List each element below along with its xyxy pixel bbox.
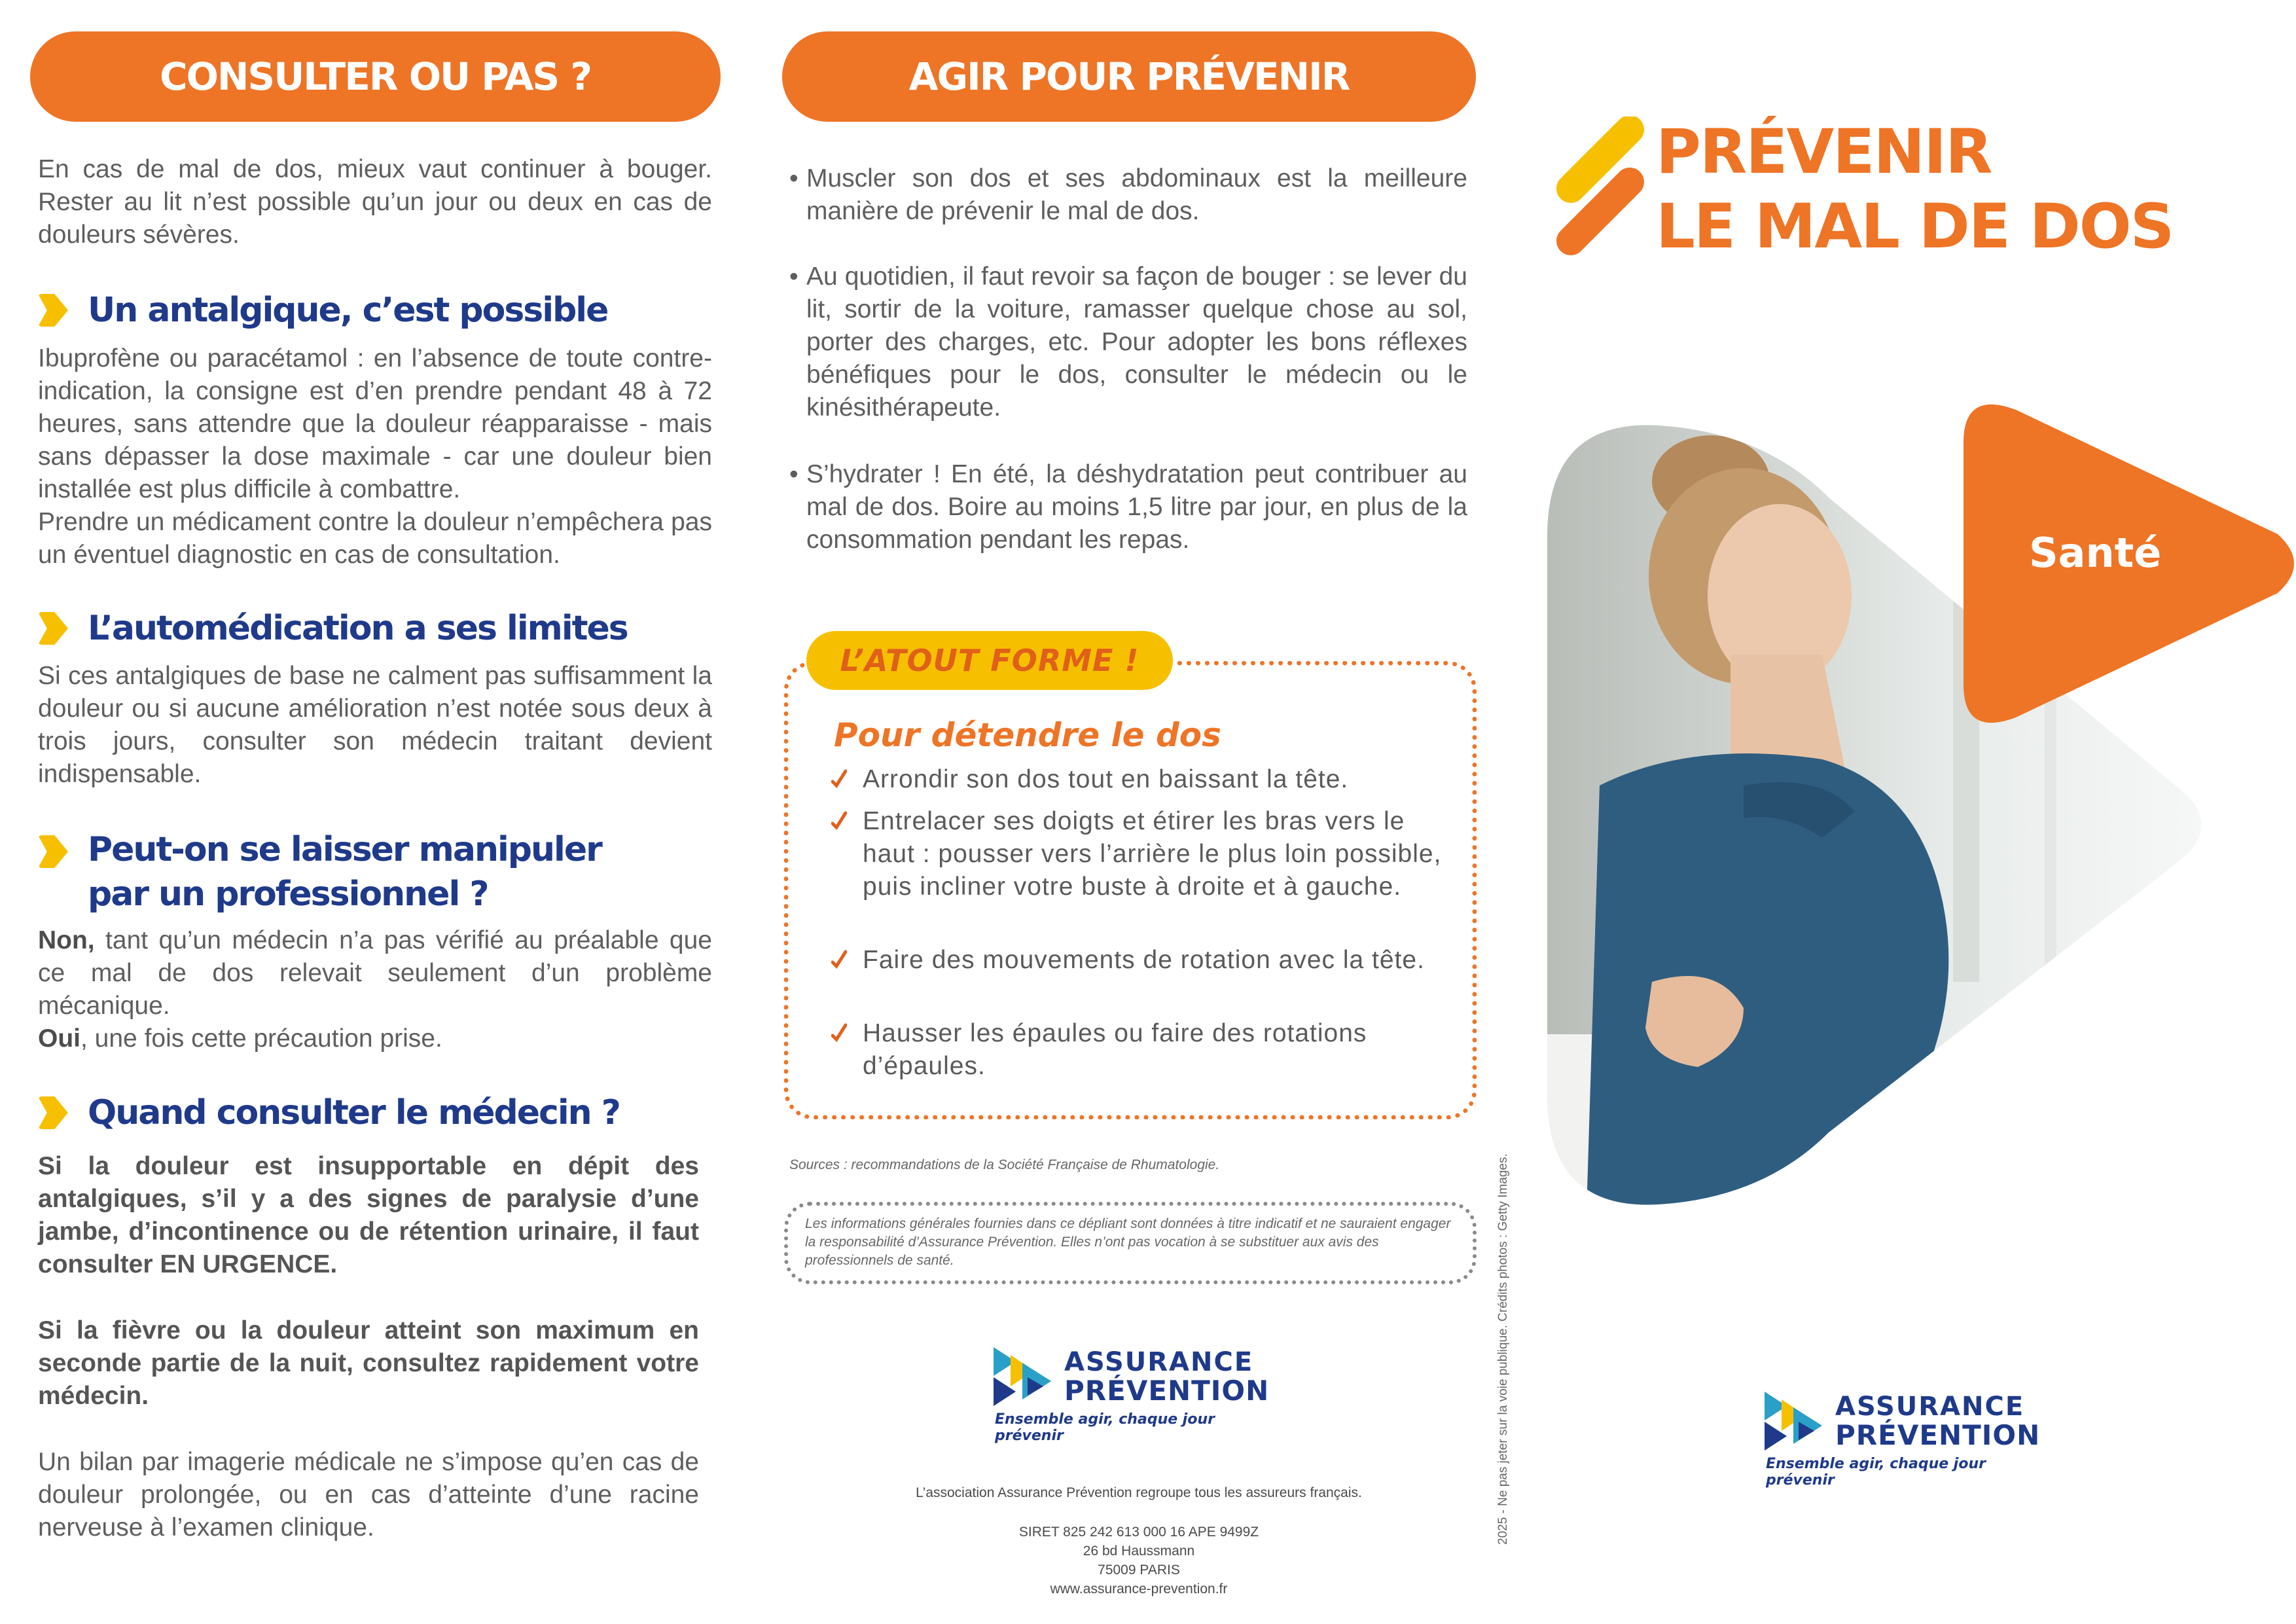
tip-text: Arrondir son dos tout en baissant la tête. xyxy=(863,765,1349,793)
intro-text: En cas de mal de dos, mieux vaut continuer à bouger. Rester au lit n’est possible qu’un jour ou deux en cas de douleurs sévères. xyxy=(38,155,712,249)
address-line: SIRET 825 242 613 000 16 APE 9499Z xyxy=(1018,1525,1259,1540)
assurance-prevention-logo xyxy=(994,1347,1288,1444)
assurance-prevention-logo xyxy=(1765,1392,2059,1489)
oui-text: , une fois cette précaution prise. xyxy=(81,1024,442,1053)
logo-line1: ASSURANCE xyxy=(1835,1392,2025,1422)
header-agir: AGIR POUR PRÉVENIR xyxy=(782,31,1476,122)
tip-item xyxy=(863,763,1465,796)
non-text: tant qu’un médecin n’a pas vérifié au préalable que ce mal de dos relevait seulement d’un problème mécanique. xyxy=(38,926,712,1020)
tip-item xyxy=(863,1017,1465,1083)
arrow-bullet-icon xyxy=(38,612,68,645)
subhead-title-line: par un professionnel ? xyxy=(88,875,488,914)
bullet-item xyxy=(789,261,1467,424)
subhead-title: Quand consulter le médecin ? xyxy=(88,1093,620,1132)
arrow-bullet-icon xyxy=(38,835,68,868)
assurance-prevention-logo-icon xyxy=(1765,1392,1823,1451)
check-tick-icon xyxy=(831,810,847,830)
arrow-bullet-icon xyxy=(38,1096,68,1129)
bullet-item xyxy=(789,162,1467,228)
tip-text: Hausser les épaules ou faire des rotations d’épaules. xyxy=(863,1019,1367,1080)
logo-tagline: Ensemble agir, chaque jour prévenir xyxy=(1766,1456,1986,1489)
paragraph xyxy=(38,924,712,1022)
tip-item xyxy=(863,805,1465,903)
imagerie-text: Un bilan par imagerie médicale ne s’impose qu’en cas de douleur prolongée, ou en cas d’atteinte d’une racine nerveuse à l’examen clinique. xyxy=(38,1448,699,1542)
logo-line2: PRÉVENTION xyxy=(1835,1419,2041,1451)
logo-tagline: Ensemble agir, chaque jour prévenir xyxy=(995,1411,1215,1444)
logo-line2: PRÉVENTION xyxy=(1064,1375,1270,1407)
check-tick-icon xyxy=(831,949,847,969)
bullet-text: Au quotidien, il faut revoir sa façon de bouger : se lever du lit, sortir de la voiture, ramasser quelque chose au sol, porter des charges, etc. Pour adopter les bons réflexes bénéfiques pour le dos, consulter le médecin ou le kinésithérapeute. xyxy=(806,262,1467,422)
address-block xyxy=(910,1523,1368,1598)
arrow-bullet-icon xyxy=(38,294,68,327)
paragraph xyxy=(38,1022,712,1055)
subhead-title: Un antalgique, c’est possible xyxy=(88,291,608,330)
atout-title: Pour détendre le dos xyxy=(834,716,1221,754)
subhead-manipuler xyxy=(38,827,601,916)
disclaimer-text: Les informations générales fournies dans ce dépliant sont données à titre indicatif et ne sauraient engager la responsabilité d’Assurance Prévention. Elles n’ont pas vocation à se substituer aux avis des professionnels de santé. xyxy=(805,1216,1451,1268)
panel-agir xyxy=(766,0,1510,1624)
bullet-dot: • xyxy=(789,460,798,488)
subhead-title: L’automédication a ses limites xyxy=(88,609,628,648)
address-line: 26 bd Haussmann xyxy=(1083,1543,1195,1559)
logo-line1: ASSURANCE xyxy=(1064,1347,1254,1377)
sources-text: Sources : recommandations de la Société Française de Rhumatologie. xyxy=(789,1157,1220,1172)
antalgique-text xyxy=(38,342,712,571)
paragraph: Ibuprofène ou paracétamol : en l’absence de toute contre-indication, la consigne est d’en prendre pendant 48 à 72 heures, sans attendre que la douleur réapparaisse - mais sans dépasser la dose maximale - car une douleur bien installée est plus difficile à combattre. xyxy=(38,344,712,503)
address-line: 75009 PARIS xyxy=(1098,1562,1180,1578)
subhead-quand-consulter xyxy=(38,1091,620,1135)
panel-consulter xyxy=(0,0,726,1624)
assurance-prevention-logo-icon xyxy=(994,1347,1052,1406)
manipuler-text xyxy=(38,924,712,1055)
tip-text: Faire des mouvements de rotation avec la tête. xyxy=(863,946,1425,974)
atout-badge: L’ATOUT FORME ! xyxy=(806,631,1173,690)
vertical-credits: 2025 - Ne pas jeter sur la voie publique. Crédits photos : Getty Images. xyxy=(1496,1153,1510,1545)
main-title xyxy=(1656,115,2173,264)
bullet-item xyxy=(789,458,1467,556)
bullet-dot: • xyxy=(789,164,798,192)
website-link[interactable]: www.assurance-prevention.fr xyxy=(1050,1581,1228,1597)
sante-label: Santé xyxy=(2029,529,2162,577)
association-text: L’association Assurance Prévention regroupe tous les assureurs français. xyxy=(916,1485,1362,1500)
title-line: PRÉVENIR xyxy=(1656,117,1992,188)
bullet-text: Muscler son dos et ses abdominaux est la meilleure manière de prévenir le mal de dos. xyxy=(806,164,1467,225)
header-consulter: CONSULTER OU PAS ? xyxy=(30,31,721,122)
bullet-text: S’hydrater ! En été, la déshydratation peut contribuer au mal de dos. Boire au moins 1,5 litre par jour, en plus de la consommation pendant les repas. xyxy=(806,460,1467,554)
check-tick-icon xyxy=(831,768,847,788)
urgence-text: Si la douleur est insupportable en dépit des antalgiques, s’il y a des signes de paralysie d’une jambe, d’incontinence ou de rétention urinaire, il faut consulter EN URGENCE. xyxy=(38,1152,699,1278)
subhead-automedication xyxy=(38,606,628,651)
paragraph: Prendre un médicament contre la douleur n’empêchera pas un éventuel diagnostic en cas de consultation. xyxy=(38,508,712,569)
fievre-text: Si la fièvre ou la douleur atteint son maximum en seconde partie de la nuit, consultez rapidement votre médecin. xyxy=(38,1316,699,1410)
tip-text: Entrelacer ses doigts et étirer les bras vers le haut : pousser vers l’arrière le plus loin possible, puis incliner votre buste à droite et à gauche. xyxy=(863,807,1442,901)
subhead-title xyxy=(88,827,601,916)
subhead-title-line: Peut-on se laisser manipuler xyxy=(88,830,601,869)
automedication-text: Si ces antalgiques de base ne calment pas suffisamment la douleur ou si aucune amélioration n’est notée sous deux à trois jours, consulter son médecin traitant devient indispensable. xyxy=(38,662,712,788)
subhead-antalgique xyxy=(38,288,607,333)
bullet-dot: • xyxy=(789,262,798,291)
tip-item xyxy=(863,944,1465,977)
oui-label: Oui xyxy=(38,1024,81,1053)
panel-cover xyxy=(1532,0,2296,1624)
title-line: LE MAL DE DOS xyxy=(1656,191,2174,262)
check-tick-icon xyxy=(831,1022,847,1042)
non-label: Non, xyxy=(38,926,95,954)
